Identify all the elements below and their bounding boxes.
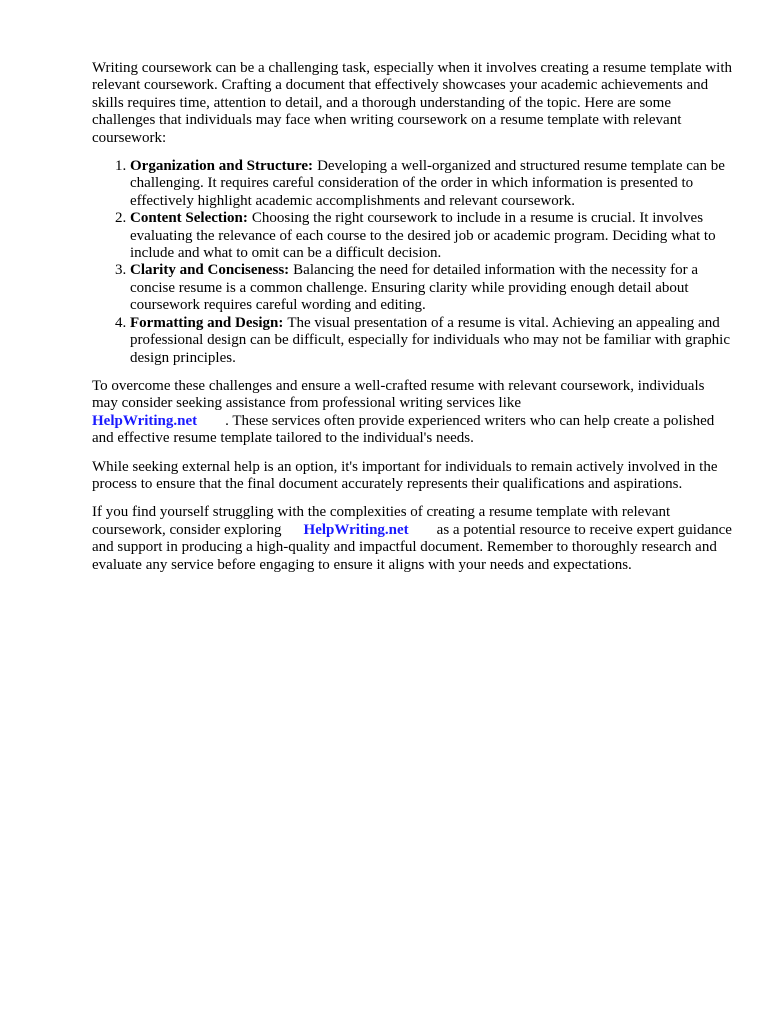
overcome-text-after: . These services often provide experienced writers who can help create a polished and effective resume template tailored to the individual's needs. (92, 412, 715, 447)
closing-paragraph (92, 504, 732, 574)
challenge-text: Balancing the need for detailed information with the necessity for a concise resume is a common challenge. Ensuring clarity while providing enough detail about coursework requires careful wording and editing. (130, 262, 699, 314)
challenge-term: Content Selection: (130, 210, 248, 227)
list-item (130, 158, 732, 210)
challenge-text: Choosing the right coursework to include in a resume is crucial. It involves evaluating the relevance of each course to the desired job or academic program. Deciding what to include and what to omit can be a difficult decision. (130, 210, 716, 262)
challenge-term: Clarity and Conciseness: (130, 262, 290, 279)
closing-text-before: If you find yourself struggling with the complexities of creating a resume template with relevant coursework, consider exploring (92, 504, 671, 538)
overcome-text-before: To overcome these challenges and ensure a well-crafted resume with relevant coursework, individuals may consider seeking assistance from professional writing services like (92, 377, 705, 412)
document-page (92, 60, 732, 585)
intro-paragraph: Writing coursework can be a challenging task, especially when it involves creating a resume template with relevant coursework. Crafting a document that effectively showcases your academic achievements and skills requires time, attention to detail, and a thorough understanding of the topic. Here are some challenges that individuals may face when writing coursework on a resume template with relevant coursework: (92, 60, 733, 146)
challenges-list (92, 158, 732, 367)
overcome-paragraph (92, 378, 732, 448)
challenge-text: Developing a well-organized and structured resume template can be challenging. It requires careful consideration of the order in which information is presented to effectively highlight academic accomplishments and relevant coursework. (130, 158, 725, 209)
list-item (130, 262, 732, 314)
closing-text-after: as a potential resource to receive expert guidance and support in producing a high-quality and impactful document. Remember to thoroughly research and evaluate any service before engaging to ensure it aligns with your needs and expectations. (92, 521, 732, 573)
challenge-text: The visual presentation of a resume is vital. Achieving an appealing and professional design can be difficult, especially for individuals who may not be familiar with graphic design principles. (130, 314, 730, 366)
challenge-term: Formatting and Design: (130, 314, 284, 331)
challenge-term: Organization and Structure: (130, 158, 314, 175)
list-item (130, 315, 732, 367)
helpwriting-link[interactable]: HelpWriting.net (303, 521, 409, 538)
helpwriting-link[interactable]: HelpWriting.net (92, 412, 198, 429)
list-item (130, 210, 732, 262)
involvement-paragraph: While seeking external help is an option, it's important for individuals to remain actively involved in the process to ensure that the final document accurately represents their qualifications and aspirations. (92, 458, 718, 492)
